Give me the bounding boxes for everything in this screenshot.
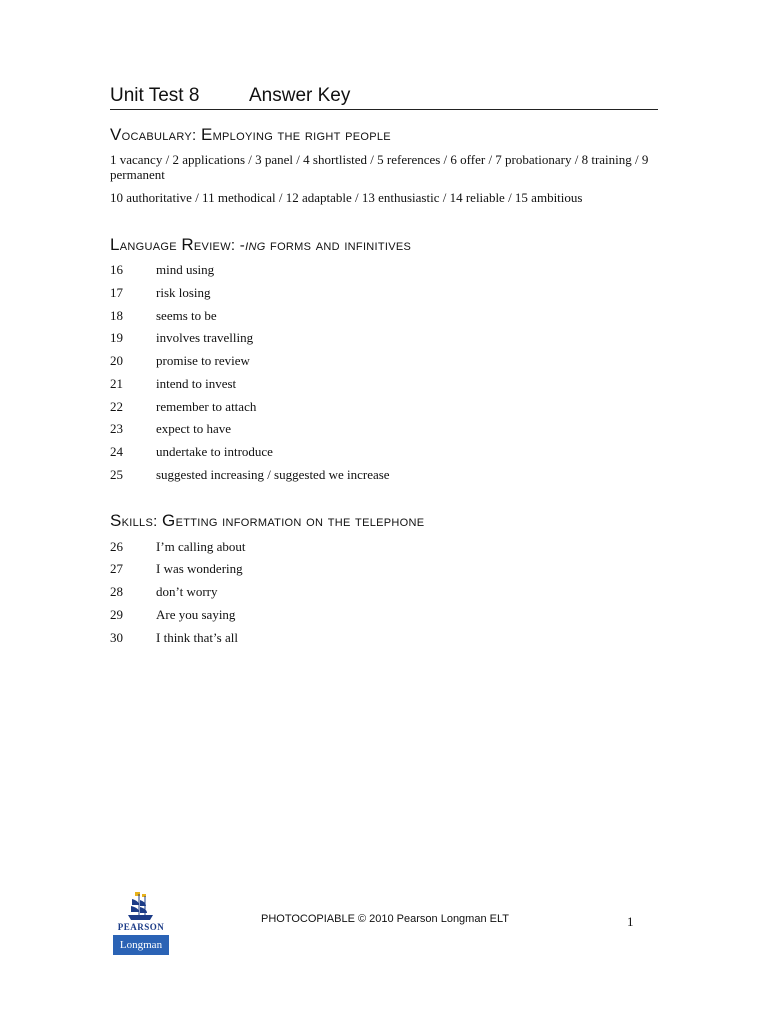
answer-number: 17 — [110, 285, 123, 300]
answer-number: 24 — [110, 444, 123, 459]
answer-text: risk losing — [156, 285, 211, 300]
answer-text: remember to attach — [156, 399, 257, 414]
answer-number: 29 — [110, 607, 123, 622]
answer-text: suggested increasing / suggested we increase — [156, 467, 390, 482]
answer-number: 19 — [110, 330, 123, 345]
answer-text: I was wondering — [156, 561, 243, 576]
answer-text: don’t worry — [156, 584, 218, 599]
unit-title: Unit Test 8 — [110, 85, 200, 106]
answer-text: I think that’s all — [156, 630, 238, 645]
answer-number: 28 — [110, 584, 123, 599]
answer-text: intend to invest — [156, 376, 237, 391]
answer-text: mind using — [156, 262, 215, 277]
vocabulary-answers-line-2: 10 authoritative / 11 methodical / 12 adaptable / 13 enthusiastic / 14 reliable / 15 ambitious — [110, 190, 583, 205]
answer-number: 30 — [110, 630, 123, 645]
answer-number: 20 — [110, 353, 123, 368]
copyright-notice: PHOTOCOPIABLE © 2010 Pearson Longman ELT — [261, 913, 509, 925]
answer-number: 23 — [110, 421, 123, 436]
answer-number: 25 — [110, 467, 123, 482]
answer-number: 18 — [110, 308, 123, 323]
answer-text: Are you saying — [156, 607, 236, 622]
section-heading-language-review: Language Review: -ing forms and infinitives — [110, 235, 412, 254]
answer-text: I’m calling about — [156, 539, 246, 554]
longman-wordmark: Longman — [113, 935, 169, 955]
answer-number: 26 — [110, 539, 123, 554]
pearson-wordmark: PEARSON — [117, 922, 165, 932]
vocabulary-answers-line-1: 1 vacancy / 2 applications / 3 panel / 4 shortlisted / 5 references / 6 offer / 7 probationary / 8 training / 9 permanent — [110, 152, 649, 182]
page-number: 1 — [627, 914, 634, 929]
answer-text: seems to be — [156, 308, 217, 323]
ship-icon — [113, 891, 169, 923]
answer-text: expect to have — [156, 421, 232, 436]
answer-number: 22 — [110, 399, 123, 414]
answer-number: 21 — [110, 376, 123, 391]
answer-text: undertake to introduce — [156, 444, 273, 459]
pearson-longman-logo — [113, 891, 169, 955]
title-row — [110, 84, 658, 110]
doc-title: Answer Key — [249, 85, 351, 106]
section-heading-vocabulary: Vocabulary: Employing the right people — [110, 125, 391, 144]
section-heading-skills: Skills: Getting information on the telephone — [110, 511, 425, 530]
answer-number: 27 — [110, 561, 123, 576]
answer-text: involves travelling — [156, 330, 254, 345]
answer-number: 16 — [110, 262, 123, 277]
answer-text: promise to review — [156, 353, 250, 368]
